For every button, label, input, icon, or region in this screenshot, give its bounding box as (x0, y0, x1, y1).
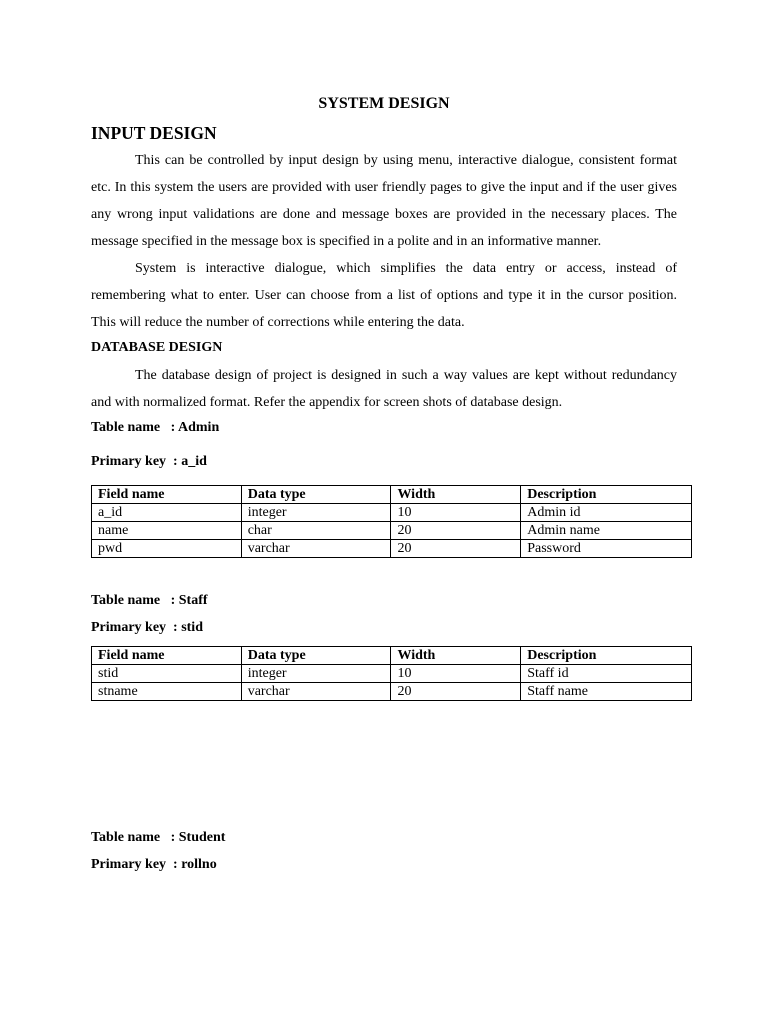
table-cell: varchar (241, 683, 391, 701)
column-header-description: Description (521, 486, 692, 504)
table-cell: stid (92, 665, 242, 683)
student-primary-key: Primary key : rollno (91, 857, 217, 872)
student-table-name: Table name : Student (91, 830, 226, 845)
column-header-width: Width (391, 647, 521, 665)
table-row (92, 540, 692, 558)
table-cell: Staff id (521, 665, 692, 683)
table-cell: integer (241, 504, 391, 522)
admin-field-table (91, 485, 692, 558)
admin-primary-key: Primary key : a_id (91, 454, 207, 469)
input-design-paragraph-1: This can be controlled by input design by using menu, interactive dialogue, consistent format etc. In this system the users are provided with user friendly pages to give the input and if the user gives any wrong input validations are done and message boxes are provided in the necessary places. The message specified in the message box is specified in a polite and in an informative manner. (91, 153, 677, 249)
table-cell: pwd (92, 540, 242, 558)
table-cell: name (92, 522, 242, 540)
table-header-row (92, 647, 692, 665)
table-cell: integer (241, 665, 391, 683)
page-title: SYSTEM DESIGN (318, 95, 450, 112)
database-design-heading: DATABASE DESIGN (91, 340, 223, 355)
table-cell: Admin name (521, 522, 692, 540)
table-header-row (92, 486, 692, 504)
staff-primary-key: Primary key : stid (91, 620, 203, 635)
table-row (92, 665, 692, 683)
table-row (92, 504, 692, 522)
table-row (92, 522, 692, 540)
database-design-paragraph: The database design of project is designed in such a way values are kept without redundancy and with normalized format. Refer the appendix for screen shots of database design. (91, 368, 677, 410)
table-cell: stname (92, 683, 242, 701)
table-cell: 20 (391, 540, 521, 558)
column-header-description: Description (521, 647, 692, 665)
table-cell: Staff name (521, 683, 692, 701)
column-header-data-type: Data type (241, 647, 391, 665)
column-header-field-name: Field name (92, 486, 242, 504)
admin-table-name: Table name : Admin (91, 420, 220, 435)
table-cell: varchar (241, 540, 391, 558)
table-cell: 20 (391, 683, 521, 701)
table-cell: Admin id (521, 504, 692, 522)
column-header-field-name: Field name (92, 647, 242, 665)
staff-table-name: Table name : Staff (91, 593, 208, 608)
table-cell: a_id (92, 504, 242, 522)
table-cell: 10 (391, 665, 521, 683)
table-cell: 10 (391, 504, 521, 522)
input-design-paragraph-2: System is interactive dialogue, which simplifies the data entry or access, instead of remembering what to enter. User can choose from a list of options and type it in the cursor position. This will reduce the number of corrections while entering the data. (91, 261, 677, 330)
column-header-width: Width (391, 486, 521, 504)
table-cell: Password (521, 540, 692, 558)
staff-field-table (91, 646, 692, 701)
table-row (92, 683, 692, 701)
table-cell: char (241, 522, 391, 540)
input-design-heading: INPUT DESIGN (91, 123, 217, 143)
table-cell: 20 (391, 522, 521, 540)
column-header-data-type: Data type (241, 486, 391, 504)
